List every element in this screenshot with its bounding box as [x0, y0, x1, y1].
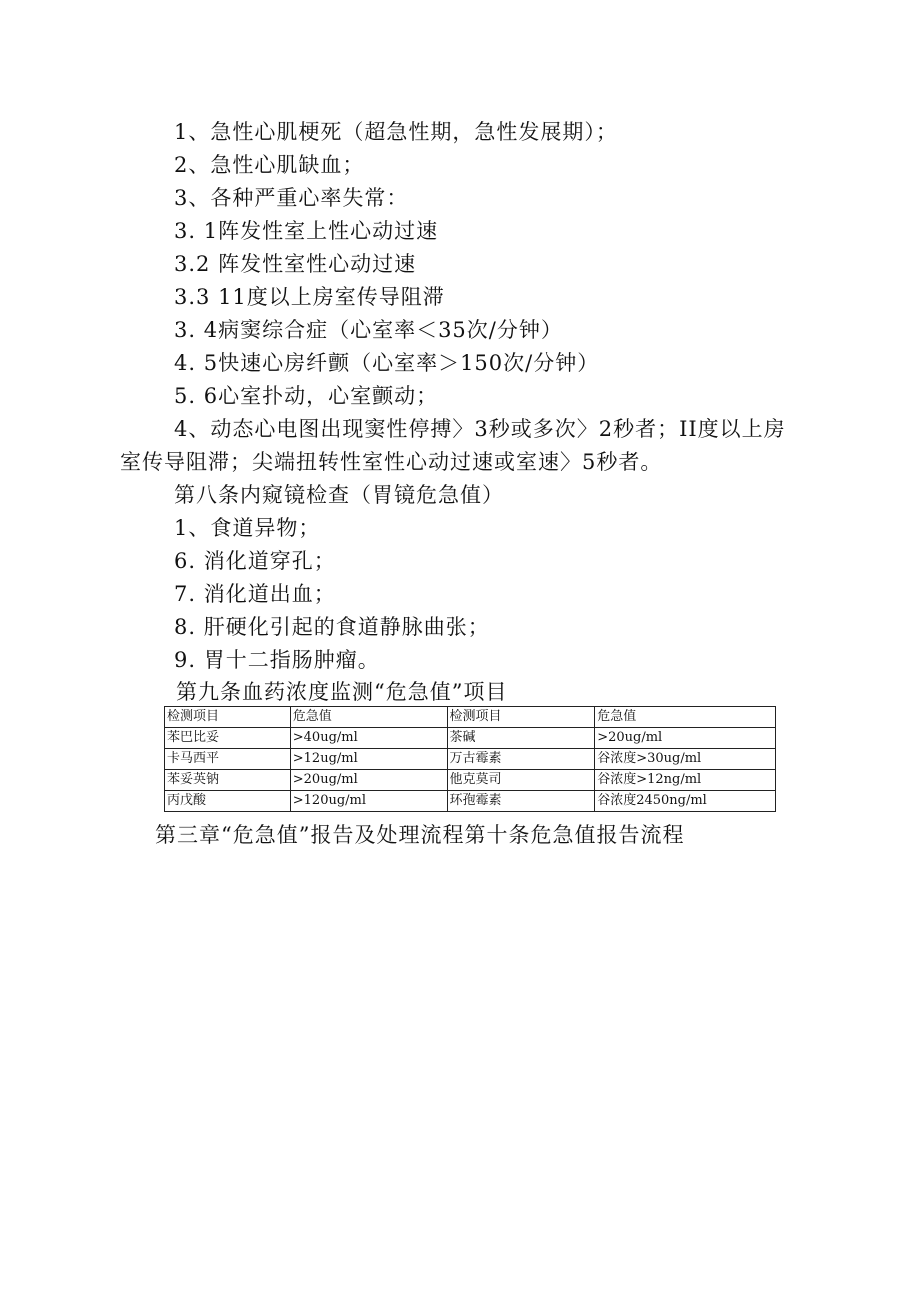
- drug-name-cell: 卡马西平: [165, 749, 291, 770]
- item-tumor: 9. 胃十二指肠肿瘤。: [174, 648, 380, 672]
- header-cell: 检测项目: [165, 707, 291, 728]
- item-acute-mi: 1、急性心肌梗死（超急性期，急性发展期）；: [174, 120, 618, 144]
- header-cell: 检测项目: [447, 707, 595, 728]
- header-cell: 危急值: [290, 707, 447, 728]
- critical-value-cell: >12ug/ml: [290, 749, 447, 770]
- item-4-5: 4. 5快速心房纤颤（心室率＞150次/分钟）: [174, 351, 600, 375]
- critical-value-cell: 谷浓度2450ng/ml: [595, 791, 776, 812]
- item-arrhythmia: 3、各种严重心率失常：: [174, 186, 409, 210]
- drug-name-cell: 茶碱: [447, 728, 595, 749]
- item-holter-continued: 室传导阻滞；尖端扭转性室性心动过速或室速〉5秒者。: [120, 450, 663, 474]
- drug-name-cell: 他克莫司: [447, 770, 595, 791]
- critical-value-cell: 谷浓度>30ug/ml: [595, 749, 776, 770]
- item-5-6: 5. 6心室扑动，心室颤动；: [174, 384, 439, 408]
- item-3-1: 3. 1阵发性室上性心动过速: [174, 219, 439, 243]
- item-3-2: 3.2 阵发性室性心动过速: [174, 252, 417, 276]
- critical-value-cell: 谷浓度>12ng/ml: [595, 770, 776, 791]
- table-row: [165, 791, 776, 812]
- table-row: [165, 770, 776, 791]
- section-9-heading: 第九条血药浓度监测“危急值”项目: [176, 680, 508, 704]
- drug-concentration-table: [164, 706, 776, 812]
- critical-value-cell: >120ug/ml: [290, 791, 447, 812]
- section-8-heading: 第八条内窥镜检查（胃镜危急值）: [174, 483, 504, 507]
- item-bleeding: 7. 消化道出血；: [174, 582, 336, 606]
- table-row: [165, 749, 776, 770]
- item-foreign-body: 1、食道异物；: [174, 516, 321, 540]
- drug-name-cell: 环孢霉素: [447, 791, 595, 812]
- drug-name-cell: 万古霉素: [447, 749, 595, 770]
- table-row: [165, 728, 776, 749]
- item-acute-ischemia: 2、急性心肌缺血；: [174, 153, 365, 177]
- drug-name-cell: 苯妥英钠: [165, 770, 291, 791]
- header-cell: 危急值: [595, 707, 776, 728]
- item-holter: 4、动态心电图出现窦性停搏〉3秒或多次〉2秒者；II度以上房: [174, 417, 786, 441]
- item-perforation: 6. 消化道穿孔；: [174, 549, 336, 573]
- chapter-3-heading: 第三章“危急值”报告及处理流程第十条危急值报告流程: [155, 823, 685, 847]
- critical-value-cell: >20ug/ml: [595, 728, 776, 749]
- drug-name-cell: 丙戊酸: [165, 791, 291, 812]
- item-3-3: 3.3 11度以上房室传导阻滞: [174, 285, 445, 309]
- critical-value-cell: >20ug/ml: [290, 770, 447, 791]
- drug-name-cell: 苯巴比妥: [165, 728, 291, 749]
- item-3-4: 3. 4病窦综合症（心室率＜35次/分钟）: [174, 318, 563, 342]
- table-header-row: [165, 707, 776, 728]
- item-varices: 8. 肝硬化引起的食道静脉曲张；: [174, 615, 490, 639]
- critical-value-cell: >40ug/ml: [290, 728, 447, 749]
